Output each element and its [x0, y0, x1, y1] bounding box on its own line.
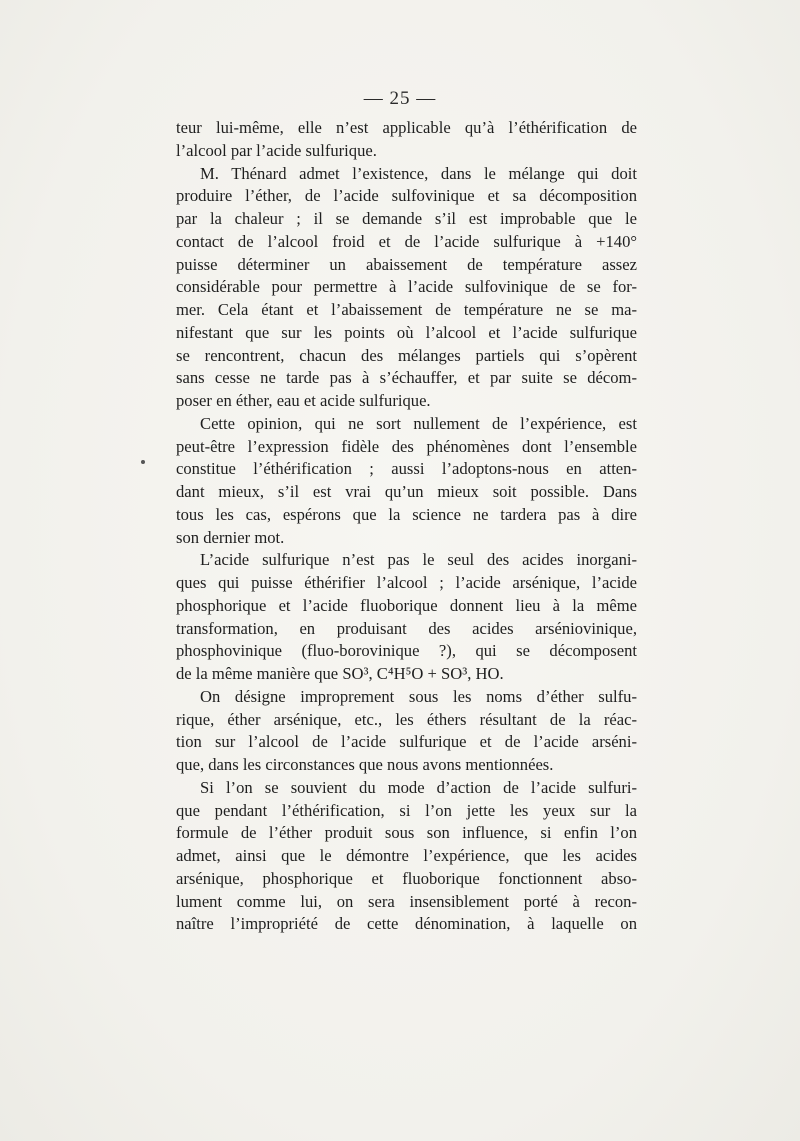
- text-line: phosphorique et l’acide fluoborique donnent lieu à la même: [176, 595, 637, 615]
- text-line: que pendant l’éthérification, si l’on jette les yeux sur la: [176, 800, 637, 820]
- text-line: admet, ainsi que le démontre l’expérience, que les acides: [176, 846, 637, 865]
- text-line: tion sur l’alcool de l’acide sulfurique et de l’acide arséni-: [176, 732, 637, 752]
- text-line: arsénique, phosphorique et fluoborique fonctionnent abso-: [176, 868, 637, 888]
- text-line: constitue l’éthérification ; aussi l’adoptons-nous en atten-: [176, 459, 637, 479]
- text-line: considérable pour permettre à l’acide sulfovinique de se for-: [176, 277, 637, 297]
- text-line: que, dans les circonstances que nous avons mentionnées.: [176, 755, 554, 774]
- text-line: teur lui-même, elle n’est applicable qu’à l’éthérification de: [176, 118, 637, 137]
- text-line: Si l’on se souvient du mode d’action de l’acide sulfuri-: [200, 777, 637, 797]
- text-line: l’alcool par l’acide sulfurique.: [176, 140, 377, 160]
- text-line: par la chaleur ; il se demande s’il est improbable que le: [176, 209, 637, 228]
- text-line: poser en éther, eau et acide sulfurique.: [176, 391, 431, 410]
- text-line: rique, éther arsénique, etc., les éthers résultant de la réac-: [176, 709, 637, 729]
- ink-speck: [141, 460, 145, 464]
- text-line: L’acide sulfurique n’est pas le seul des acides inorgani-: [200, 550, 637, 570]
- text-line: produire l’éther, de l’acide sulfovinique et sa décomposition: [176, 186, 637, 206]
- text-line: son dernier mot.: [176, 527, 285, 547]
- text-line: dant mieux, s’il est vrai qu’un mieux soit possible. Dans: [176, 482, 637, 501]
- text-line: tous les cas, espérons que la science ne tardera pas à dire: [176, 504, 637, 524]
- text-line: On désigne improprement sous les noms d’éther sulfu-: [200, 686, 637, 706]
- text-line: de la même manière que SO³, C⁴H⁵O + SO³, HO.: [176, 664, 504, 683]
- text-line: puisse déterminer un abaissement de température assez: [176, 254, 637, 274]
- text-line: lument comme lui, on sera insensiblement porté à recon-: [176, 891, 637, 911]
- text-line: se rencontrent, chacun des mélanges partiels qui s’opèrent: [176, 345, 637, 365]
- text-line: mer. Cela étant et l’abaissement de température ne se ma-: [176, 300, 637, 319]
- text-line: Cette opinion, qui ne sort nullement de l’expérience, est: [200, 413, 637, 433]
- text-line: ques qui puisse éthérifier l’alcool ; l’acide arsénique, l’acide: [176, 573, 637, 592]
- text-line: M. Thénard admet l’existence, dans le mélange qui doit: [200, 163, 637, 183]
- text-line: nifestant que sur les points où l’alcool et l’acide sulfurique: [176, 322, 637, 342]
- page-number: — 25 —: [363, 88, 437, 109]
- text-line: sans cesse ne tarde pas à s’échauffer, et par suite se décom-: [176, 368, 637, 388]
- text-line: peut-être l’expression fidèle des phénomènes dont l’ensemble: [176, 436, 637, 456]
- text-line: phosphovinique (fluo-borovinique ?), qui se décomposent: [176, 641, 637, 661]
- text-line: contact de l’alcool froid et de l’acide sulfurique à +140°: [176, 231, 637, 251]
- text-line: formule de l’éther produit sous son influence, si enfin l’on: [176, 823, 637, 843]
- body-text: [176, 117, 637, 936]
- text-line: naître l’impropriété de cette dénomination, à laquelle on: [176, 914, 637, 934]
- text-line: transformation, en produisant des acides arséniovinique,: [176, 618, 637, 638]
